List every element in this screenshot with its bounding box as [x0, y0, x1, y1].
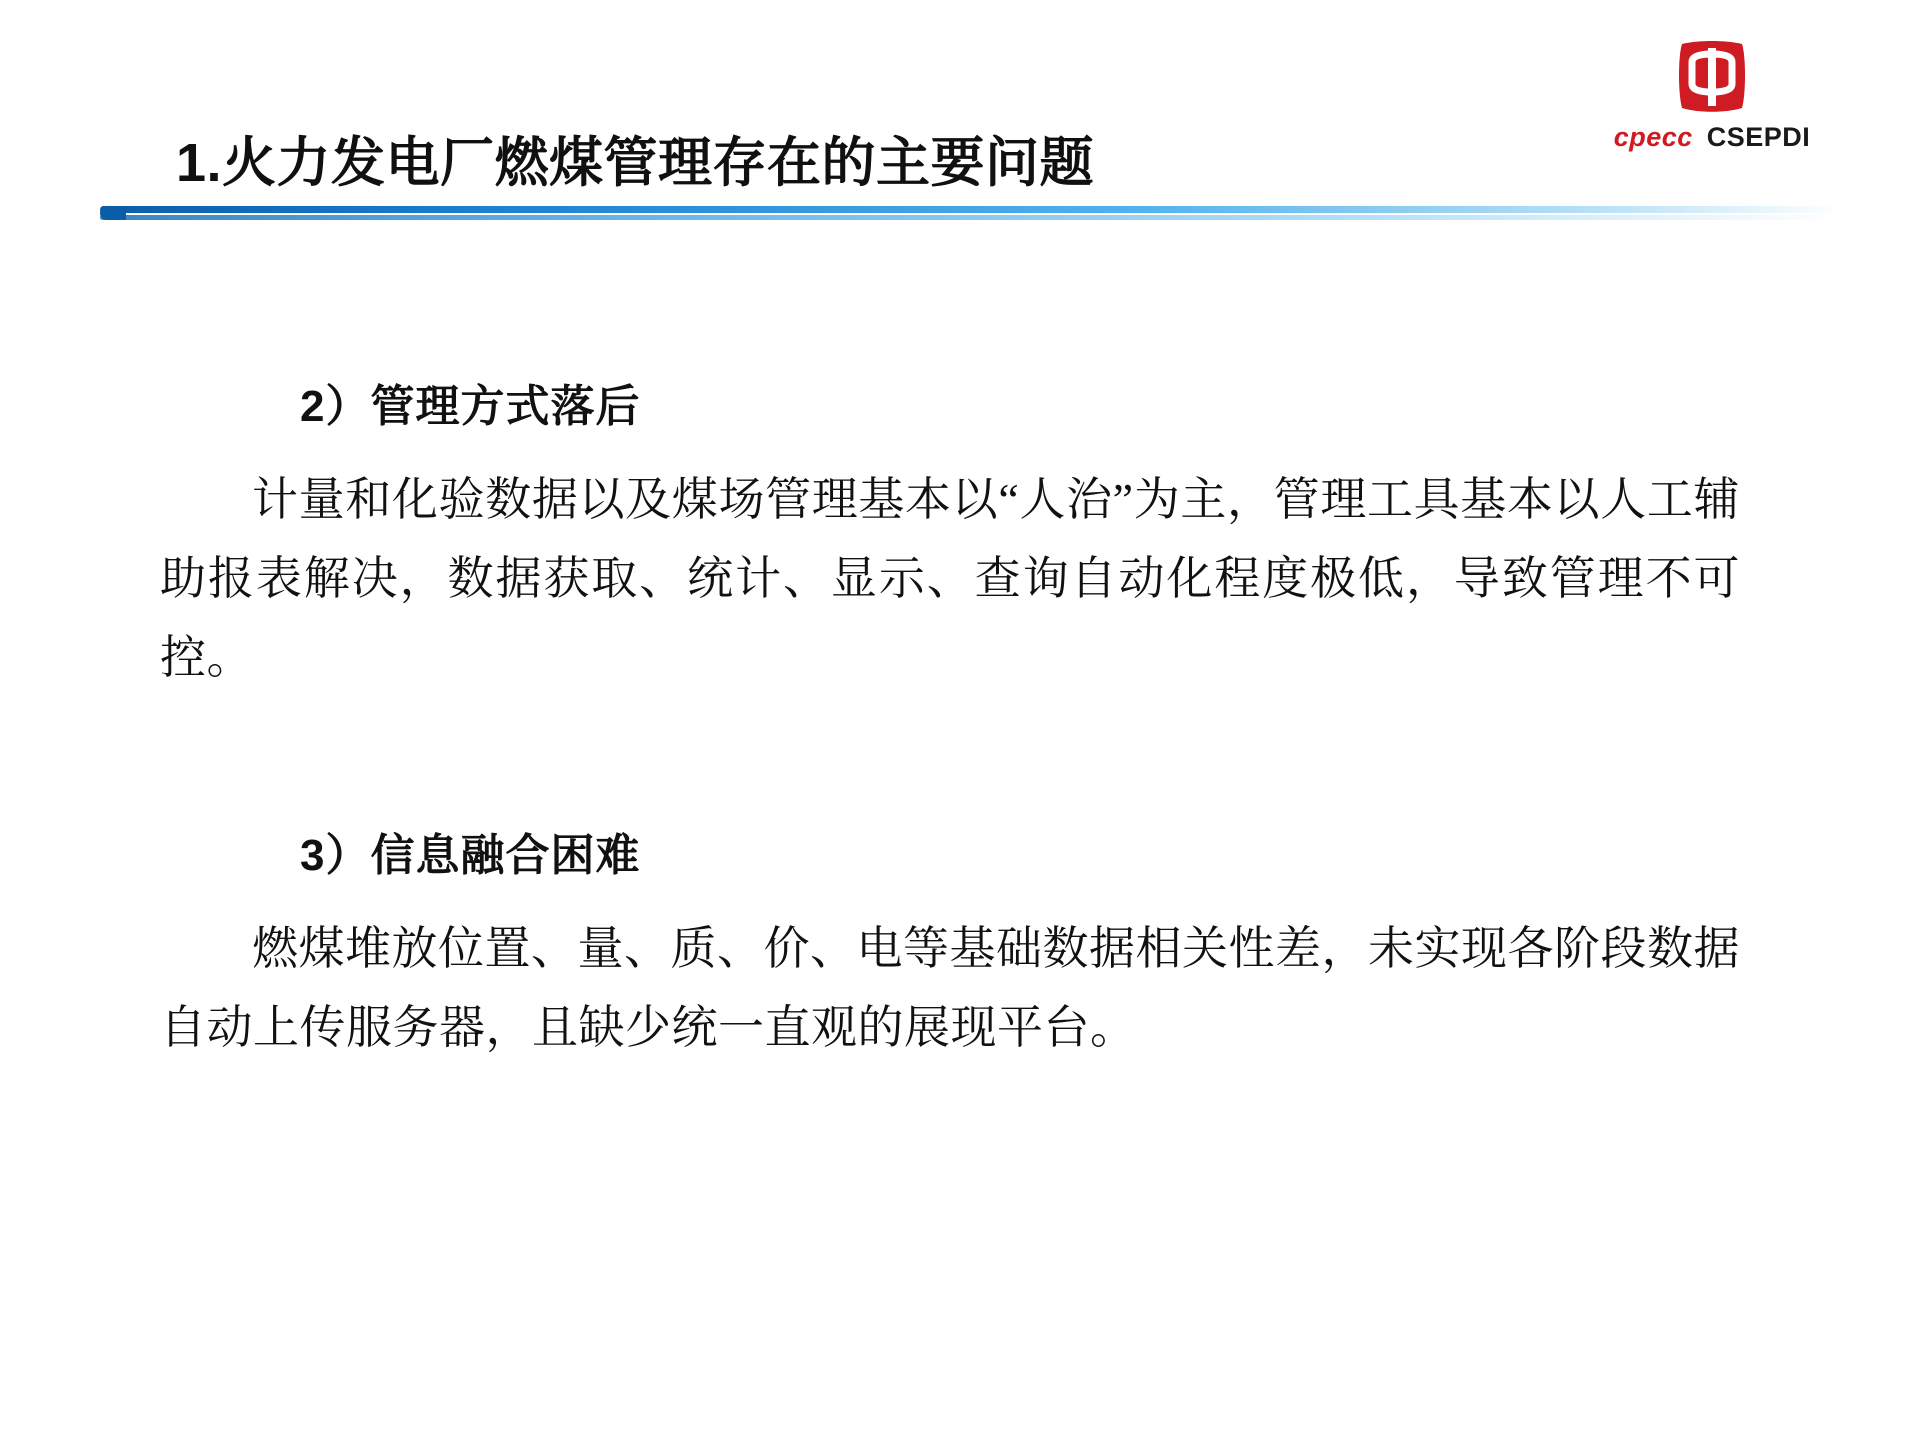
title-divider — [100, 206, 1840, 228]
content-section — [160, 370, 1780, 697]
company-logo-text — [1614, 122, 1811, 153]
logo-text-cpecc: cpecc — [1613, 122, 1693, 152]
section-body: 燃煤堆放位置、量、质、价、电等基础数据相关性差，未实现各阶段数据自动上传服务器，且缺少统一直观的展现平台。 — [160, 923, 1740, 1054]
page-title: 1.火力发电厂燃煤管理存在的主要问题 — [176, 133, 1095, 193]
section-spacer — [160, 749, 1780, 819]
logo-text-csepdi: CSEPDI — [1706, 122, 1811, 152]
section-heading: 3）信息融合困难 — [300, 831, 641, 881]
divider-bar-bottom — [100, 215, 1840, 220]
section-heading: 2）管理方式落后 — [300, 382, 641, 431]
content-section — [160, 819, 1780, 1067]
divider-bar-cap — [100, 206, 126, 220]
section-body: 计量和化验数据以及煤场管理基本以“人治”为主，管理工具基本以人工辅助报表解决，数据获取、统计、显示、查询自动化程度极低，导致管理不可控。 — [160, 474, 1740, 684]
slide-content — [160, 370, 1780, 1120]
company-logo-mark-icon — [1668, 38, 1756, 116]
divider-bar-top — [100, 206, 1840, 213]
company-logo — [1562, 38, 1862, 168]
